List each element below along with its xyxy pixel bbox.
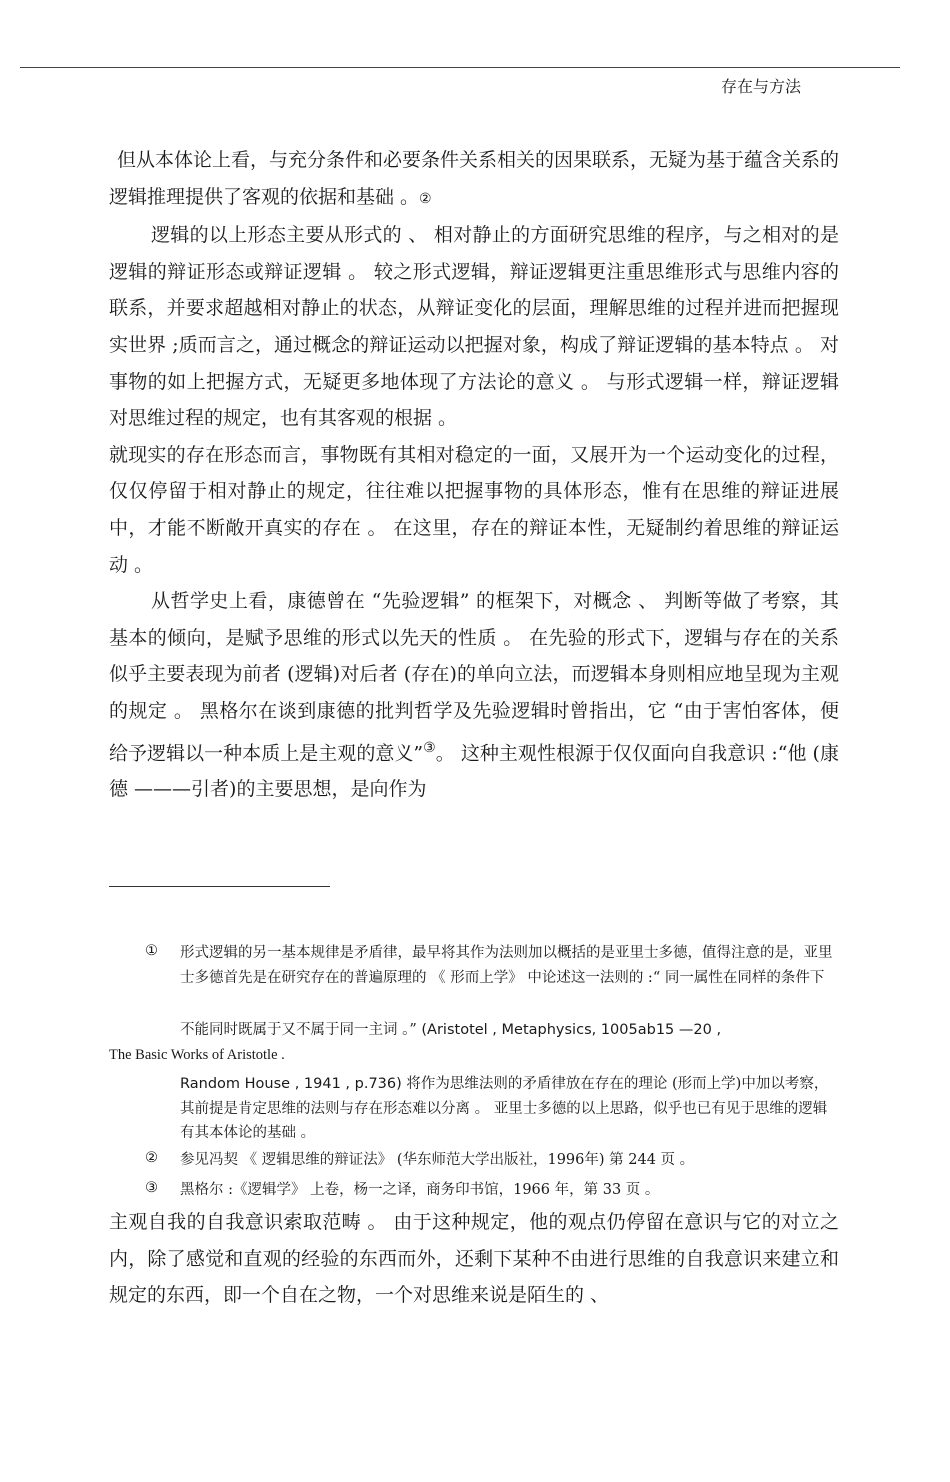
footnote-text: 形式逻辑的另一基本规律是矛盾律，最早将其作为法则加以概括的是亚里士多德，值得注意的是，亚里士多德首先是在研究存在的普遍原理的 《 形而上学》 中论述这一法则的 :“ 同一属性在同样的条件下	[180, 945, 833, 986]
footnote-ref[interactable]: ③	[423, 739, 436, 756]
footnote-number: ②	[145, 1150, 158, 1166]
footnote-separator	[109, 886, 330, 887]
paragraph: 就现实的存在形态而言，事物既有其相对稳定的一面，又展开为一个运动变化的过程，仅仅停留于相对静止的规定，往往难以把握事物的具体形态，惟有在思维的辩证进展中，才能不断敞开真实的存在 。 在这里，存在的辩证本性，无疑制约着思维的辩证运动 。	[109, 443, 839, 576]
footnote-text: The Basic Works of Aristotle .	[109, 1047, 285, 1063]
paragraph: 从哲学史上看，康德曾在 “先验逻辑” 的框架下，对概念 、 判断等做了考察，其基本的倾向，是赋予思维的形式以先天的性质 。 在先验的形式下，逻辑与存在的关系似乎主要表现为前者 (逻辑)对后者 (存在)的单向立法，而逻辑本身则相应地呈现为主观的规定 。 黑格尔在谈到康德的批判哲学及先验逻辑时曾指出，它 “由于害怕客体，便给予逻辑以一种本质上是主观的意义”③。 这种主观性根源于仅仅面向自我意识 :“他 (康德 ———引者)的主要思想，是向作为	[109, 590, 839, 801]
main-text	[109, 142, 839, 808]
main-text-continued	[109, 1204, 839, 1314]
running-header: 存在与方法	[721, 77, 802, 96]
footnote-text: 参见冯契 《 逻辑思维的辩证法》 (华东师范大学出版社，1996年) 第 244 页 。	[180, 1152, 695, 1168]
paragraph: 主观自我的自我意识索取范畴 。 由于这种规定，他的观点仍停留在意识与它的对立之内，除了感觉和直观的经验的东西而外，还剩下某种不由进行思维的自我意识来建立和规定的东西，即一个自在之物，一个对思维来说是陌生的 、	[109, 1211, 839, 1307]
footnote-ref[interactable]: ②	[419, 190, 432, 207]
header-rule	[20, 67, 900, 68]
footnote-number: ③	[145, 1180, 158, 1196]
paragraph: 但从本体论上看，与充分条件和必要条件关系相关的因果联系，无疑为基于蕴含关系的逻辑推理提供了客观的依据和基础 。②	[109, 149, 840, 208]
footnote-number: ①	[145, 943, 158, 959]
footnote-text: 不能同时既属于又不属于同一主词 。” (Aristotel , Metaphysics, 1005ab15 —20 ,	[180, 1022, 722, 1038]
footnote-text: 黑格尔 :《逻辑学》 上卷，杨一之译，商务印书馆，1966 年，第 33 页 。	[180, 1182, 660, 1198]
paragraph: 逻辑的以上形态主要从形式的 、 相对静止的方面研究思维的程序，与之相对的是逻辑的辩证形态或辩证逻辑 。 较之形式逻辑，辩证逻辑更注重思维形式与思维内容的联系，并要求超越相对静止的状态，从辩证变化的层面，理解思维的过程并进而把握现实世界 ;质而言之，通过概念的辩证运动以把握对象，构成了辩证逻辑的基本特点 。 对事物的如上把握方式，无疑更多地体现了方法论的意义 。 与形式逻辑一样，辩证逻辑对思维过程的规定，也有其客观的根据 。	[109, 224, 839, 430]
footnote-text: Random House , 1941 , p.736) 将作为思维法则的矛盾律放在存在的理论 (形而上学)中加以考察，其前提是肯定思维的法则与存在形态难以分离 。 亚里士多德的以上思路，似乎也已有见于思维的逻辑有其本体论的基础 。	[180, 1076, 829, 1141]
